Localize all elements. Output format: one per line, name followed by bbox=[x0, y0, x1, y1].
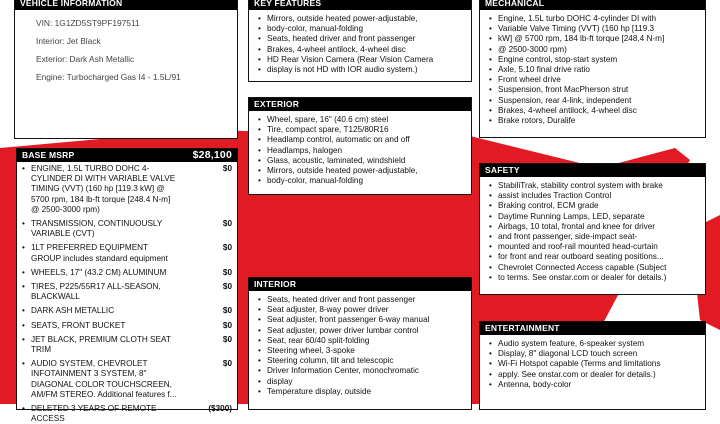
base-msrp-price: $28,100 bbox=[192, 149, 232, 161]
key-features-item: • Mirrors, outside heated power-adjustable, bbox=[255, 14, 465, 24]
interior-list bbox=[249, 291, 471, 397]
exterior-item: • Headlamp control, automatic on and off bbox=[255, 135, 465, 145]
entertainment-item: • Audio system feature, 6-speaker system bbox=[486, 339, 699, 349]
mechanical-item: • Engine control, stop-start system bbox=[486, 55, 699, 65]
safety-item: • StabiliTrak, stability control system with brake bbox=[486, 181, 699, 191]
exterior-item: • body-color, manual-folding bbox=[255, 176, 465, 186]
msrp-option-row bbox=[22, 335, 232, 355]
msrp-option-text: WHEELS, 17" (43.2 CM) ALUMINUM bbox=[31, 267, 167, 277]
msrp-option-price: $0 bbox=[222, 334, 232, 344]
msrp-option-row bbox=[22, 359, 232, 400]
bullet: • bbox=[22, 404, 25, 414]
interior-item: • Seats, heated driver and front passenger bbox=[255, 295, 465, 305]
mechanical-item: • kW] @ 5700 rpm, 184 lb-ft torque [248.4 N-m] bbox=[486, 34, 699, 44]
exterior-item: • Glass, acoustic, laminated, windshield bbox=[255, 156, 465, 166]
interior-item: • Seat adjuster, power driver lumbar control bbox=[255, 326, 465, 336]
exterior-item: • Tire, compact spare, T125/80R16 bbox=[255, 125, 465, 135]
interior-color-text: Interior: Jet Black bbox=[36, 36, 101, 46]
mechanical-item: • Variable Valve Timing (VVT) (160 hp [119.3 bbox=[486, 24, 699, 34]
msrp-option-list bbox=[17, 162, 237, 424]
msrp-option-text: DELETED 3 YEARS OF REMOTE ACCESS bbox=[31, 404, 157, 424]
exterior-item: • Headlamps, halogen bbox=[255, 146, 465, 156]
exterior-list bbox=[249, 111, 471, 186]
key-features-item: • body-color, manual-folding bbox=[255, 24, 465, 34]
safety-item: • Chevrolet Connected Access capable (Subject bbox=[486, 263, 699, 273]
safety-item: • Airbags, 10 total, frontal and knee for driver bbox=[486, 222, 699, 232]
msrp-option-text: SEATS, FRONT BUCKET bbox=[31, 320, 126, 330]
msrp-option-price: $0 bbox=[222, 359, 232, 369]
vehicle-information-header: VEHICLE INFORMATION bbox=[15, 0, 237, 10]
safety-item: • for front and rear outboard seating positions... bbox=[486, 252, 699, 262]
bullet: • bbox=[22, 243, 25, 253]
safety-item: • to terms. See onstar.com or dealer for details.) bbox=[486, 273, 699, 283]
msrp-option-row bbox=[22, 268, 232, 278]
interior-item: • Steering wheel, 3-spoke bbox=[255, 346, 465, 356]
interior-header: INTERIOR bbox=[249, 278, 471, 291]
vin-text: VIN: 1G1ZD5ST9PF197511 bbox=[36, 18, 140, 28]
bullet: • bbox=[22, 334, 25, 344]
exterior-item: • Wheel, spare, 16" (40.6 cm) steel bbox=[255, 115, 465, 125]
msrp-option-row bbox=[22, 164, 232, 215]
safety-item: • Braking control, ECM grade bbox=[486, 201, 699, 211]
safety-header: SAFETY bbox=[480, 164, 705, 177]
bullet: • bbox=[22, 267, 25, 277]
msrp-option-row bbox=[22, 219, 232, 239]
interior-panel bbox=[248, 277, 472, 410]
interior-item: • Temperature display, outside bbox=[255, 387, 465, 397]
mechanical-item: • @ 2500-3000 rpm) bbox=[486, 45, 699, 55]
bullet: • bbox=[22, 282, 25, 292]
key-features-item: • Seats, heated driver and front passenger bbox=[255, 34, 465, 44]
msrp-option-text: TIRES, P225/55R17 ALL-SEASON, BLACKWALL bbox=[31, 282, 161, 302]
key-features-item: • Brakes, 4-wheel antilock, 4-wheel disc bbox=[255, 45, 465, 55]
engine-text: Engine: Turbocharged Gas I4 - 1.5L/91 bbox=[36, 72, 181, 82]
msrp-option-row bbox=[22, 321, 232, 331]
interior-item: • Steering column, tilt and telescopic bbox=[255, 356, 465, 366]
mechanical-header: MECHANICAL bbox=[480, 0, 705, 10]
mechanical-list bbox=[480, 10, 705, 126]
msrp-option-text: DARK ASH METALLIC bbox=[31, 306, 115, 316]
safety-item: • mounted and roof-rail mounted head-curtain bbox=[486, 242, 699, 252]
mechanical-item: • Suspension, front MacPherson strut bbox=[486, 85, 699, 95]
entertainment-header: ENTERTAINMENT bbox=[480, 322, 705, 335]
exterior-item: • Mirrors, outside heated power-adjustable, bbox=[255, 166, 465, 176]
mechanical-item: • Axle, 5.10 final drive ratio bbox=[486, 65, 699, 75]
msrp-option-text: JET BLACK, PREMIUM CLOTH SEAT TRIM bbox=[31, 334, 171, 355]
key-features-item: • display is not HD with IOR audio system.) bbox=[255, 65, 465, 75]
msrp-option-row bbox=[22, 282, 232, 302]
base-msrp-header: BASE MSRP $28,100 bbox=[17, 149, 237, 162]
safety-panel bbox=[479, 163, 706, 295]
mechanical-item: • Brake rotors, Duralife bbox=[486, 116, 699, 126]
mechanical-item: • Front wheel drive bbox=[486, 75, 699, 85]
entertainment-panel bbox=[479, 321, 706, 410]
key-features-item: • HD Rear Vision Camera (Rear Vision Camera bbox=[255, 55, 465, 65]
safety-list bbox=[480, 177, 705, 283]
entertainment-item: • Antenna, body-color bbox=[486, 380, 699, 390]
interior-item: • display bbox=[255, 377, 465, 387]
msrp-option-price: $0 bbox=[222, 243, 232, 253]
safety-item: • assist includes Traction Control bbox=[486, 191, 699, 201]
msrp-option-price: $0 bbox=[222, 306, 232, 316]
bullet: • bbox=[22, 219, 25, 229]
entertainment-item: • Wi-Fi Hotspot capable (Terms and limitations bbox=[486, 359, 699, 369]
interior-item: • Seat adjuster, 8-way power driver bbox=[255, 305, 465, 315]
exterior-panel bbox=[248, 97, 472, 195]
mechanical-item: • Engine, 1.5L turbo DOHC 4-cylinder DI with bbox=[486, 14, 699, 24]
bullet: • bbox=[22, 320, 25, 330]
safety-item: • and front passenger, side-impact seat- bbox=[486, 232, 699, 242]
entertainment-list bbox=[480, 335, 705, 390]
msrp-option-text: 1LT PREFERRED EQUIPMENT GROUP includes standard equipment bbox=[31, 243, 168, 263]
bullet: • bbox=[22, 359, 25, 369]
msrp-option-price: $0 bbox=[222, 267, 232, 277]
msrp-option-price: $0 bbox=[222, 219, 232, 229]
key-features-header: KEY FEATURES bbox=[249, 0, 471, 10]
msrp-option-row bbox=[22, 243, 232, 263]
msrp-option-price: $0 bbox=[222, 164, 232, 173]
msrp-option-row bbox=[22, 404, 232, 424]
mechanical-item: • Suspension, rear 4-link, independent bbox=[486, 96, 699, 106]
msrp-option-text: TRANSMISSION, CONTINUOUSLY VARIABLE (CVT) bbox=[31, 219, 163, 239]
exterior-header: EXTERIOR bbox=[249, 98, 471, 111]
mechanical-item: • Brakes, 4-wheel antilock, 4-wheel disc bbox=[486, 106, 699, 116]
interior-item: • Seat adjuster, front passenger 6-way manual bbox=[255, 315, 465, 325]
entertainment-item: • apply. See onstar.com or dealer for details.) bbox=[486, 370, 699, 380]
entertainment-item: • Display, 8" diagonal LCD touch screen bbox=[486, 349, 699, 359]
msrp-option-price: $0 bbox=[222, 320, 232, 330]
key-features-panel bbox=[248, 0, 472, 82]
msrp-option-price: $0 bbox=[222, 282, 232, 292]
bullet: • bbox=[22, 164, 25, 173]
msrp-option-price: ($300) bbox=[208, 404, 232, 414]
msrp-option-row bbox=[22, 306, 232, 316]
exterior-color-text: Exterior: Dark Ash Metallic bbox=[36, 54, 135, 64]
safety-item: • Daytime Running Lamps, LED, separate bbox=[486, 212, 699, 222]
bullet: • bbox=[22, 306, 25, 316]
interior-item: • Seat, rear 60/40 split-folding bbox=[255, 336, 465, 346]
base-msrp-panel bbox=[16, 148, 238, 424]
mechanical-panel bbox=[479, 0, 706, 138]
key-features-list bbox=[249, 10, 471, 75]
vehicle-information-panel bbox=[14, 0, 238, 139]
msrp-option-text: ENGINE, 1.5L TURBO DOHC 4- CYLINDER DI WITH VARIABLE VALVE TIMING (VVT) (160 hp [119.3 kW] @ 5700 rpm, 184 lb-ft torque [248.4 N-m] @ 2500-3000 rpm) bbox=[31, 164, 176, 214]
interior-item: • Driver Information Center, monochromatic bbox=[255, 366, 465, 376]
msrp-option-text: AUDIO SYSTEM, CHEVROLET INFOTAINMENT 3 SYSTEM, 8" DIAGONAL COLOR TOUCHSCREEN, AM/FM STEREO. Additional features f... bbox=[31, 359, 177, 399]
